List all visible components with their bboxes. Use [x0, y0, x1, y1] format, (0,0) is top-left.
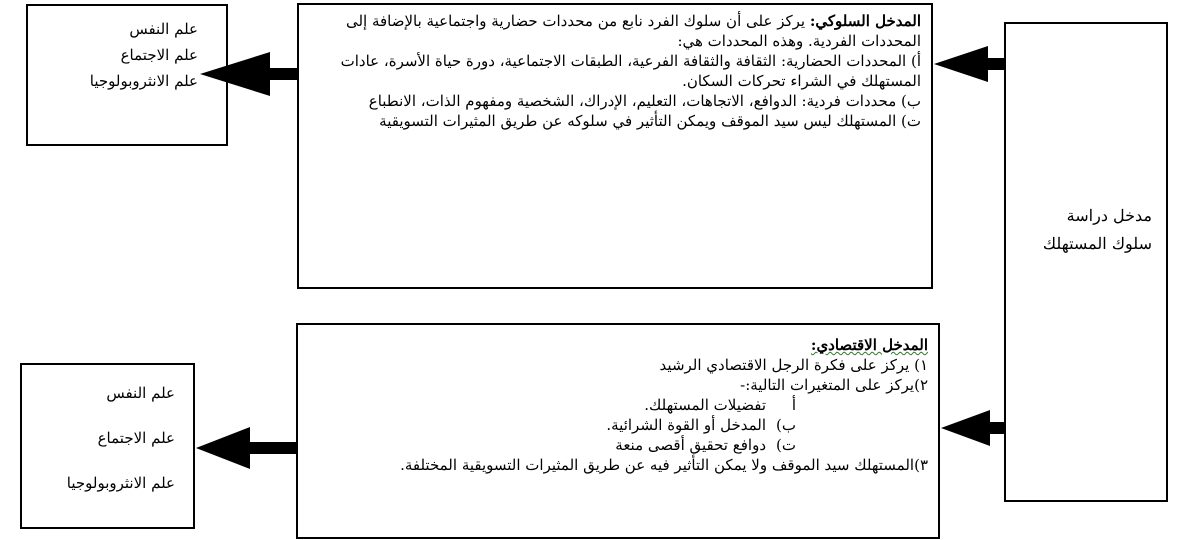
economic-item-variables: ٢)يركز على المتغيرات التالية:- [740, 376, 928, 394]
main-label-line-1: مدخل دراسة [1066, 206, 1152, 225]
behavioral-approach-box [297, 3, 933, 289]
economic-title: المدخل الاقتصادي: [810, 336, 928, 354]
main-label-line-2: سلوك المستهلك [1042, 234, 1152, 253]
economic-sub-item [308, 435, 928, 455]
arrow-right-to-behavioral [934, 46, 1004, 82]
field-psychology: علم النفس [106, 384, 175, 402]
top-fields-box [26, 4, 228, 146]
behavioral-item-influence: ت) المستهلك ليس سيد الموقف ويمكن التأثير في سلوكه عن طريق المثيرات التسويقية [379, 112, 921, 130]
arrow-right-to-economic [941, 410, 1004, 446]
behavioral-intro: يركز على أن سلوك الفرد نابع من محددات حضارية واجتماعية بالإضافة إلى المحددات الفردية. وهذه المحددات هي: [345, 12, 921, 50]
consumer-behavior-approach-box [1004, 22, 1168, 502]
economic-approach-box [296, 323, 940, 539]
sub-item-mark: ت) [776, 436, 796, 454]
sub-item-text: المدخل أو القوة الشرائية. [606, 416, 766, 434]
sub-item-mark: ب) [776, 416, 796, 434]
field-sociology: علم الاجتماع [97, 429, 175, 447]
field-psychology: علم النفس [129, 20, 198, 38]
field-sociology: علم الاجتماع [120, 46, 198, 64]
top-fields-list [90, 16, 198, 94]
sub-item-text: تفضيلات المستهلك. [644, 396, 766, 414]
economic-item-rational: ١) يركز على فكرة الرجل الاقتصادي الرشيد [659, 356, 928, 374]
behavioral-item-cultural: أ) المحددات الحضارية: الثقافة والثقافة الفرعية، الطبقات الاجتماعية، دورة حياة الأسرة، عادات المستهلك في الشراء تحركات السكان. [340, 52, 921, 90]
field-anthropology: علم الانثروبولوجيا [66, 474, 175, 492]
behavioral-title: المدخل السلوكي: [809, 12, 921, 30]
sub-item-text: دوافع تحقيق أقصى منعة [615, 436, 766, 454]
economic-item-sovereign: ٣)المستهلك سيد الموقف ولا يمكن التأثير فيه عن طريق المثيرات التسويقية المختلفة. [400, 456, 928, 474]
economic-text [308, 335, 928, 475]
field-anthropology: علم الانثروبولوجيا [89, 72, 198, 90]
behavioral-text [309, 11, 921, 131]
sub-item-mark: أ [791, 396, 796, 414]
bottom-fields-box [20, 363, 195, 529]
economic-sub-item [308, 415, 928, 435]
arrow-economic-to-bottom-fields [196, 427, 296, 469]
main-label [1043, 202, 1152, 258]
behavioral-item-individual: ب) محددات فردية: الدوافع، الاتجاهات، التعليم، الإدراك، الشخصية ومفهوم الذات، الانطباع [368, 92, 921, 110]
bottom-fields-list [67, 371, 175, 506]
economic-sub-item [308, 395, 928, 415]
